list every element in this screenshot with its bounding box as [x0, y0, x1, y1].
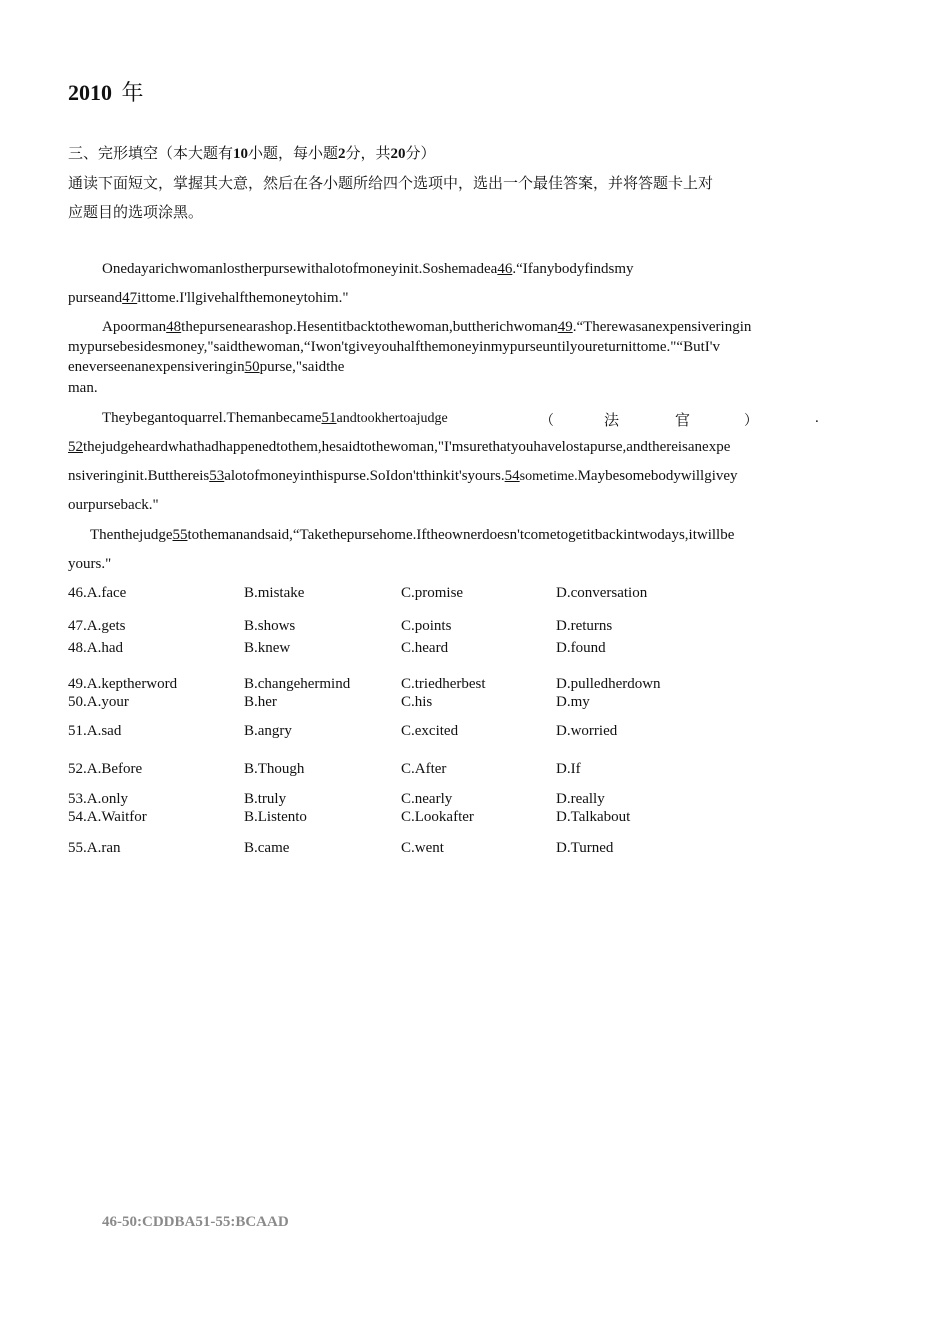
option-d: D.returns: [556, 618, 613, 634]
points-each: 2: [338, 146, 346, 162]
year-char: 年: [121, 80, 144, 105]
option-c: C.his: [401, 694, 433, 710]
option-c: C.points: [401, 618, 452, 634]
instructions-line: 通读下面短文，掌握其大意，然后在各小题所给四个选项中，选出一个最佳答案，并将答题卡上对: [68, 176, 714, 192]
option-b: B.her: [244, 694, 277, 710]
option-d: D.Talkabout: [556, 809, 631, 825]
question-count: 10: [233, 146, 249, 162]
passage-line: yours.": [68, 556, 112, 572]
passage-line: Thenthejudge55tothemanandsaid,“Takethepursehome.Iftheownerdoesn'tcometogetitbackintwodays,itwillbe: [90, 527, 735, 543]
option-d: D.worried: [556, 723, 618, 739]
option-c: C.After: [401, 761, 447, 777]
option-c: C.triedherbest: [401, 676, 486, 692]
points-total: 20: [390, 146, 406, 162]
passage-line: 52thejudgeheardwhathadhappenedtothem,hesaidtothewoman,"I'msurethatyouhavelostapurse,andthereisanexpe: [68, 439, 731, 455]
option-a: 46.A.face: [68, 585, 127, 601]
option-a: 48.A.had: [68, 640, 123, 656]
passage-line: eneverseenanexpensiveringin50purse,"saidthe: [68, 359, 345, 375]
passage-line: nsiveringinit.Butthereis53alotofmoneyinthispurse.SoIdon'tthinkit'syours.54sometime.Maybesomebodywillgivey: [68, 468, 738, 484]
option-c: C.promise: [401, 585, 464, 601]
option-a: 50.A.your: [68, 694, 129, 710]
option-b: B.shows: [244, 618, 296, 634]
blank-50: 50: [244, 359, 260, 375]
blank-52: 52: [68, 439, 83, 455]
option-b: B.truly: [244, 791, 287, 807]
option-b: B.Listento: [244, 809, 307, 825]
option-b: B.came: [244, 840, 290, 856]
option-d: D.conversation: [556, 585, 648, 601]
blank-49: 49: [557, 319, 573, 335]
option-c: C.nearly: [401, 791, 453, 807]
passage-line: purseand47ittome.I'llgivehalfthemoneytohim.": [68, 290, 349, 306]
section-text: 小题，每小题: [248, 146, 339, 162]
option-a: 54.A.Waitfor: [68, 809, 147, 825]
option-a: 53.A.only: [68, 791, 128, 807]
option-d: D.pulledherdown: [556, 676, 661, 692]
section-text: 三、完形填空（本大题有: [68, 146, 234, 162]
year-number: 2010: [68, 80, 112, 105]
option-a: 51.A.sad: [68, 723, 122, 739]
option-b: B.knew: [244, 640, 291, 656]
option-a: 49.A.keptherword: [68, 676, 178, 692]
option-d: D.Turned: [556, 840, 614, 856]
instructions: [68, 170, 828, 228]
period: .: [815, 410, 819, 426]
blank-48: 48: [166, 319, 182, 335]
option-d: D.really: [556, 791, 605, 807]
year-heading: [68, 76, 144, 107]
option-c: C.heard: [401, 640, 449, 656]
blank-47: 47: [122, 290, 138, 306]
option-a: 52.A.Before: [68, 761, 143, 777]
option-a: 55.A.ran: [68, 840, 121, 856]
instructions-line: 应题目的选项涂黑。: [68, 205, 204, 221]
option-b: B.Though: [244, 761, 305, 777]
option-b: B.changehermind: [244, 676, 351, 692]
option-a: 47.A.gets: [68, 618, 126, 634]
judge-char-fa: 法: [604, 413, 620, 429]
passage-line: man.: [68, 380, 98, 396]
passage-line: mypursebesidesmoney,"saidthewoman,“Iwon'tgiveyouhalfthemoneyinmypurseuntilyoureturnittome."“ButI'v: [68, 339, 720, 355]
blank-53: 53: [209, 468, 225, 484]
passage-line: Onedayarichwomanlostherpursewithalotofmoneyinit.Soshemadea46.“Ifanybodyfindsmy: [102, 261, 634, 277]
option-b: B.mistake: [244, 585, 305, 601]
blank-54: 54: [504, 468, 520, 484]
section-heading: [68, 142, 436, 163]
blank-55: 55: [172, 527, 188, 543]
section-text: 分，共: [345, 146, 391, 162]
option-b: B.angry: [244, 723, 292, 739]
option-c: C.Lookafter: [401, 809, 474, 825]
judge-char-guan: 官: [675, 413, 691, 429]
paren-open: （: [540, 414, 554, 429]
option-d: D.found: [556, 640, 606, 656]
option-d: D.If: [556, 761, 581, 777]
passage-line: Theybegantoquarrel.Themanbecame51andtookhertoajudge: [102, 410, 448, 426]
paren-close: ）: [744, 414, 758, 429]
answer-key: 46-50:CDDBA51-55:BCAAD: [102, 1214, 289, 1230]
blank-46: 46: [497, 261, 513, 277]
passage-line: Apoorman48thepursenearashop.Hesentitbacktothewoman,buttherichwoman49.“Therewasanexpensiveringin: [102, 319, 752, 335]
passage-line: ourpurseback.": [68, 497, 159, 513]
option-d: D.my: [556, 694, 590, 710]
section-text: 分）: [405, 146, 436, 162]
blank-51: 51: [321, 410, 337, 426]
option-c: C.went: [401, 840, 444, 856]
option-c: C.excited: [401, 723, 459, 739]
